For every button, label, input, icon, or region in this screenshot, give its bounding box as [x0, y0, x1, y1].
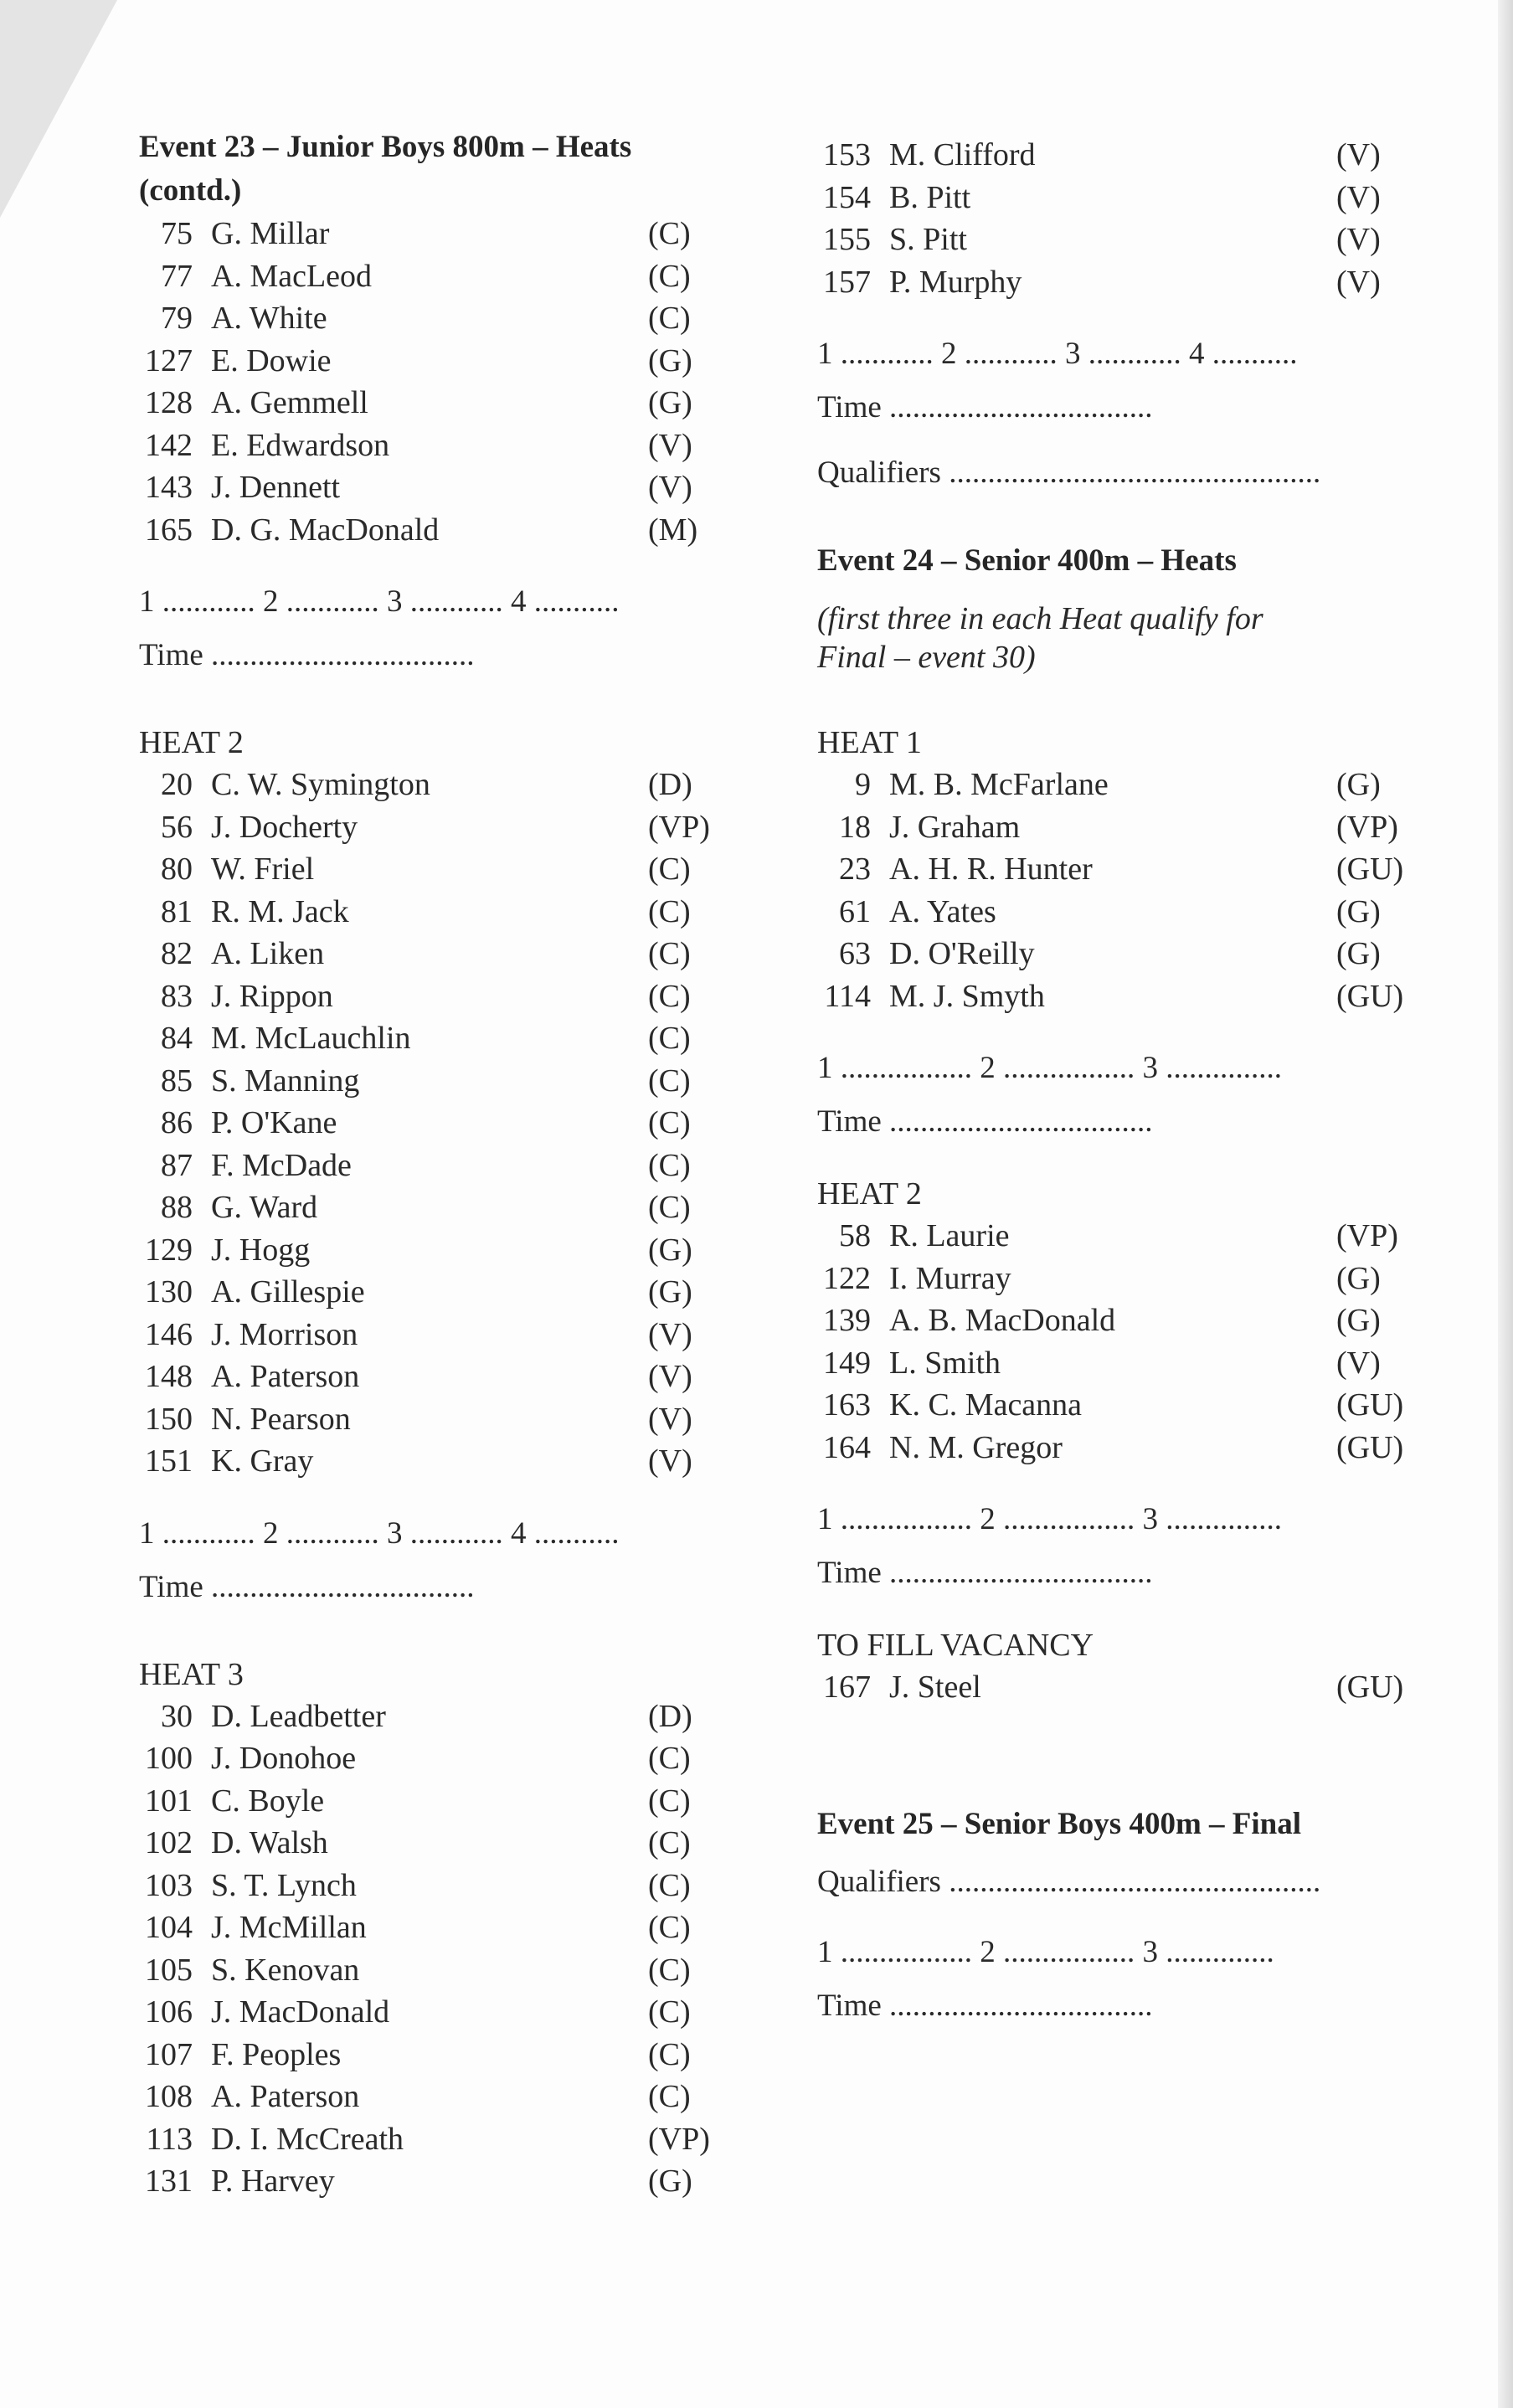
entry-row: [817, 134, 1437, 177]
competitor-number: 163: [823, 1387, 871, 1423]
club-code: (GU): [1336, 1387, 1404, 1423]
competitor-name: J. McMillan: [211, 1910, 367, 1945]
club-code: (C): [648, 1825, 691, 1860]
competitor-number: 88: [161, 1190, 193, 1225]
club-code: (VP): [1336, 1218, 1398, 1253]
competitor-number: 75: [161, 216, 193, 251]
event23-heat3-entry-list: [139, 1695, 750, 2203]
vacancy-label: TO FILL VACANCY: [817, 1628, 1094, 1663]
club-code: (VP): [648, 809, 710, 845]
competitor-number: 79: [161, 301, 193, 336]
event23-heat1-places-line: 1 ............ 2 ............ 3 ............ 4 ...........: [139, 584, 620, 619]
competitor-number: 106: [145, 1994, 193, 2030]
entry-row: [139, 1865, 750, 1907]
entry-row: [139, 1314, 750, 1356]
event23-heat3-entry-list-contd: [817, 134, 1437, 303]
competitor-name: S. Kenovan: [211, 1952, 360, 1988]
competitor-name: J. Steel: [889, 1670, 981, 1705]
competitor-name: A. Paterson: [211, 1359, 360, 1394]
club-code: (V): [1336, 1345, 1381, 1381]
competitor-name: D. G. MacDonald: [211, 512, 440, 548]
competitor-number: 87: [161, 1147, 193, 1183]
entry-row: [817, 1299, 1437, 1342]
entry-row: [139, 891, 750, 934]
competitor-name: M. J. Smyth: [889, 978, 1045, 1014]
event24-heat2-label: HEAT 2: [817, 1176, 922, 1212]
competitor-name: D. Leadbetter: [211, 1698, 386, 1734]
competitor-number: 122: [823, 1260, 871, 1296]
competitor-number: 164: [823, 1429, 871, 1465]
competitor-number: 128: [145, 385, 193, 420]
entry-row: [817, 975, 1437, 1018]
entry-row: [139, 509, 750, 552]
club-code: (G): [1336, 893, 1381, 929]
event24-heading: Event 24 – Senior 400m – Heats: [817, 543, 1237, 578]
entry-row: [139, 2160, 750, 2203]
club-code: (C): [648, 978, 691, 1014]
competitor-number: 56: [161, 809, 193, 845]
entry-row: [139, 424, 750, 467]
event24-heat1-time-line: Time ..................................: [817, 1104, 1153, 1139]
competitor-name: W. Friel: [211, 852, 315, 887]
entry-row: [139, 1356, 750, 1398]
competitor-name: J. Hogg: [211, 1232, 311, 1268]
competitor-number: 167: [823, 1670, 871, 1705]
event24-heat1-places-line: 1 ................. 2 ................. 3 ...............: [817, 1051, 1282, 1085]
competitor-name: C. W. Symington: [211, 767, 430, 802]
competitor-number: 82: [161, 936, 193, 971]
competitor-number: 146: [145, 1316, 193, 1352]
entry-row: [139, 1186, 750, 1229]
club-code: (C): [648, 1910, 691, 1945]
competitor-name: P. O'Kane: [211, 1105, 337, 1140]
competitor-number: 80: [161, 852, 193, 887]
club-code: (V): [1336, 179, 1381, 215]
event24-heat1-entry-list: [817, 764, 1437, 1017]
competitor-number: 61: [839, 893, 871, 929]
club-code: (G): [648, 1274, 692, 1309]
entry-row: [139, 806, 750, 849]
club-code: (G): [648, 342, 692, 378]
event25-qualifiers-line: Qualifiers ................................................: [817, 1864, 1321, 1899]
entry-row: [139, 382, 750, 424]
competitor-name: S. T. Lynch: [211, 1867, 357, 1903]
event23-heat1-time-line: Time ..................................: [139, 638, 475, 672]
competitor-number: 155: [823, 222, 871, 257]
right-column: [817, 134, 1437, 2027]
entry-row: [817, 764, 1437, 806]
club-code: (VP): [1336, 809, 1398, 845]
left-column: [139, 126, 750, 2203]
competitor-number: 149: [823, 1345, 871, 1381]
club-code: (V): [648, 427, 692, 463]
club-code: (C): [648, 301, 691, 336]
competitor-name: A. Yates: [889, 893, 996, 929]
club-code: (GU): [1336, 1429, 1404, 1465]
competitor-name: R. M. Jack: [211, 893, 349, 929]
entry-row: [817, 261, 1437, 304]
club-code: (GU): [1336, 1670, 1404, 1705]
club-code: (C): [648, 2079, 691, 2114]
competitor-number: 101: [145, 1783, 193, 1819]
club-code: (D): [648, 1698, 692, 1734]
club-code: (V): [648, 470, 692, 505]
entry-row: [139, 1822, 750, 1865]
event23-heading: Event 23 – Junior Boys 800m – Heats: [139, 130, 632, 164]
competitor-number: 104: [145, 1910, 193, 1945]
competitor-number: 84: [161, 1021, 193, 1056]
entry-row: [139, 1695, 750, 1738]
entry-row: [139, 2034, 750, 2076]
club-code: (G): [1336, 767, 1381, 802]
event24-heat2-places-line: 1 ................. 2 ................. 3 ...............: [817, 1502, 1282, 1536]
club-code: (V): [1336, 264, 1381, 300]
competitor-number: 129: [145, 1232, 193, 1268]
competitor-name: A. Paterson: [211, 2079, 360, 2114]
club-code: (C): [648, 852, 691, 887]
competitor-number: 114: [824, 978, 871, 1014]
competitor-name: J. Morrison: [211, 1316, 358, 1352]
competitor-number: 143: [145, 470, 193, 505]
club-code: (C): [648, 1105, 691, 1140]
club-code: (M): [648, 512, 698, 548]
competitor-name: E. Dowie: [211, 342, 332, 378]
competitor-number: 130: [145, 1274, 193, 1309]
event23-heat3-places-line: 1 ............ 2 ............ 3 ............ 4 ...........: [817, 337, 1298, 371]
club-code: (C): [648, 1063, 691, 1099]
competitor-number: 23: [839, 852, 871, 887]
competitor-number: 157: [823, 264, 871, 300]
competitor-name: G. Millar: [211, 216, 330, 251]
competitor-number: 100: [145, 1741, 193, 1776]
event25-heading: Event 25 – Senior Boys 400m – Final: [817, 1806, 1301, 1841]
event23-heat3-label: HEAT 3: [139, 1656, 244, 1692]
competitor-number: 77: [161, 258, 193, 294]
entry-row: [817, 1258, 1437, 1300]
club-code: (C): [648, 1190, 691, 1225]
event23-qualifiers-line: Qualifiers ................................................: [817, 455, 1321, 490]
club-code: (C): [648, 1952, 691, 1988]
club-code: (G): [648, 1232, 692, 1268]
competitor-number: 165: [145, 512, 193, 548]
competitor-name: K. C. Macanna: [889, 1387, 1083, 1423]
competitor-name: A. Gemmell: [211, 385, 368, 420]
entry-row: [817, 891, 1437, 934]
event23-heat2-places-line: 1 ............ 2 ............ 3 ............ 4 ...........: [139, 1515, 620, 1551]
club-code: (G): [1336, 1303, 1381, 1338]
competitor-name: M. B. McFarlane: [889, 767, 1109, 802]
vacancy-entry: [817, 1666, 1437, 1709]
event23-heat2-label: HEAT 2: [139, 725, 244, 760]
event24-heat1-label: HEAT 1: [817, 725, 922, 760]
event25-time-line: Time ..................................: [817, 1988, 1153, 2023]
entry-row: [139, 1229, 750, 1272]
competitor-name: I. Murray: [889, 1260, 1011, 1296]
event25-places-line: 1 ................. 2 ................. 3 ..............: [817, 1934, 1274, 1969]
competitor-number: 151: [145, 1443, 193, 1479]
event23-heading-contd: (contd.): [139, 173, 242, 208]
competitor-name: J. Rippon: [211, 978, 333, 1014]
competitor-number: 131: [145, 2164, 193, 2199]
entry-row: [139, 2076, 750, 2118]
club-code: (V): [648, 1443, 692, 1479]
competitor-name: J. Dennett: [211, 470, 341, 505]
competitor-name: A. Liken: [211, 936, 325, 971]
club-code: (C): [648, 1021, 691, 1056]
competitor-number: 103: [145, 1867, 193, 1903]
club-code: (V): [1336, 137, 1381, 172]
competitor-name: C. Boyle: [211, 1783, 325, 1819]
entry-row: [139, 1991, 750, 2034]
competitor-name: D. Walsh: [211, 1825, 328, 1860]
entry-row: [817, 933, 1437, 975]
competitor-number: 127: [145, 342, 193, 378]
club-code: (C): [648, 936, 691, 971]
competitor-number: 102: [145, 1825, 193, 1860]
competitor-number: 81: [161, 893, 193, 929]
competitor-name: M. McLauchlin: [211, 1021, 411, 1056]
event24-note-line2: Final – event 30): [817, 640, 1036, 675]
entry-row: [139, 1102, 750, 1145]
entry-row: [139, 1017, 750, 1060]
entry-row: [139, 933, 750, 975]
event23-heat2-time-line: Time ..................................: [139, 1569, 475, 1604]
entry-row: [139, 1398, 750, 1441]
competitor-name: A. H. R. Hunter: [889, 852, 1093, 887]
competitor-number: 150: [145, 1401, 193, 1437]
club-code: (C): [648, 2036, 691, 2072]
competitor-name: J. MacDonald: [211, 1994, 390, 2030]
entry-row: [817, 177, 1437, 219]
entry-row: [139, 1271, 750, 1314]
competitor-name: P. Harvey: [211, 2164, 335, 2199]
club-code: (C): [648, 258, 691, 294]
competitor-name: R. Laurie: [889, 1218, 1010, 1253]
competitor-number: 148: [145, 1359, 193, 1394]
club-code: (G): [1336, 936, 1381, 971]
entry-row: [139, 848, 750, 891]
entry-row: [817, 1384, 1437, 1427]
club-code: (GU): [1336, 852, 1404, 887]
club-code: (G): [648, 2164, 692, 2199]
competitor-number: 142: [145, 427, 193, 463]
competitor-number: 18: [839, 809, 871, 845]
competitor-number: 113: [146, 2121, 193, 2157]
entry-row: [139, 1780, 750, 1823]
entry-row: [139, 466, 750, 509]
competitor-name: G. Ward: [211, 1190, 318, 1225]
club-code: (C): [648, 216, 691, 251]
club-code: (C): [648, 1867, 691, 1903]
entry-row: [139, 297, 750, 340]
competitor-name: F. Peoples: [211, 2036, 342, 2072]
club-code: (GU): [1336, 978, 1404, 1014]
competitor-name: E. Edwardson: [211, 427, 390, 463]
entry-row: [139, 340, 750, 383]
competitor-number: 20: [161, 767, 193, 802]
competitor-name: J. Graham: [889, 809, 1021, 845]
club-code: (V): [648, 1401, 692, 1437]
competitor-name: D. O'Reilly: [889, 936, 1035, 971]
competitor-name: J. Donohoe: [211, 1741, 357, 1776]
club-code: (D): [648, 767, 692, 802]
entry-row: [817, 1427, 1437, 1469]
club-code: (VP): [648, 2121, 710, 2157]
competitor-number: 153: [823, 137, 871, 172]
entry-row: [139, 1145, 750, 1187]
club-code: (G): [648, 385, 692, 420]
entry-row: [139, 1060, 750, 1103]
entry-row: [817, 1342, 1437, 1385]
competitor-number: 154: [823, 179, 871, 215]
competitor-number: 107: [145, 2036, 193, 2072]
event23-heat2-entry-list: [139, 764, 750, 1483]
entry-row: [139, 213, 750, 255]
club-code: (C): [648, 893, 691, 929]
event24-note-line1: (first three in each Heat qualify for: [817, 601, 1263, 636]
competitor-name: S. Pitt: [889, 222, 967, 257]
competitor-name: S. Manning: [211, 1063, 360, 1099]
competitor-number: 105: [145, 1952, 193, 1988]
competitor-name: M. Clifford: [889, 137, 1036, 172]
competitor-name: N. M. Gregor: [889, 1429, 1063, 1465]
club-code: (C): [648, 1741, 691, 1776]
club-code: (C): [648, 1783, 691, 1819]
competitor-number: 30: [161, 1698, 193, 1734]
competitor-name: J. Docherty: [211, 809, 358, 845]
entry-row: [139, 2118, 750, 2161]
competitor-name: A. Gillespie: [211, 1274, 365, 1309]
event24-heat2-time-line: Time ..................................: [817, 1556, 1153, 1590]
entry-row: [139, 1440, 750, 1483]
club-code: (G): [1336, 1260, 1381, 1296]
entry-row: [139, 1949, 750, 1992]
entry-row: [817, 1215, 1437, 1258]
page-corner-shadow: [0, 0, 117, 218]
competitor-number: 86: [161, 1105, 193, 1140]
event23-heat3-time-line: Time ..................................: [817, 390, 1153, 424]
competitor-name: F. McDade: [211, 1147, 352, 1183]
entry-row: [817, 806, 1437, 849]
competitor-number: 108: [145, 2079, 193, 2114]
competitor-name: B. Pitt: [889, 179, 971, 215]
competitor-number: 85: [161, 1063, 193, 1099]
entry-row: [139, 975, 750, 1018]
competitor-number: 63: [839, 936, 871, 971]
club-code: (C): [648, 1994, 691, 2030]
competitor-name: K. Gray: [211, 1443, 314, 1479]
event23-heat1-entry-list: [139, 213, 750, 551]
competitor-name: A. MacLeod: [211, 258, 373, 294]
competitor-number: 9: [855, 767, 871, 802]
page-binding-edge: [1498, 0, 1513, 2408]
competitor-number: 58: [839, 1218, 871, 1253]
competitor-name: D. I. McCreath: [211, 2121, 404, 2157]
entry-row: [139, 255, 750, 298]
event24-heat2-entry-list: [817, 1215, 1437, 1469]
entry-row: [817, 219, 1437, 261]
entry-row: [139, 1906, 750, 1949]
club-code: (V): [648, 1359, 692, 1394]
entry-row: [817, 848, 1437, 891]
competitor-name: A. White: [211, 301, 327, 336]
competitor-name: N. Pearson: [211, 1401, 351, 1437]
competitor-number: 83: [161, 978, 193, 1014]
club-code: (V): [1336, 222, 1381, 257]
entry-row: [139, 764, 750, 806]
club-code: (C): [648, 1147, 691, 1183]
club-code: (V): [648, 1316, 692, 1352]
competitor-name: A. B. MacDonald: [889, 1303, 1116, 1338]
entry-row: [139, 1737, 750, 1780]
competitor-name: L. Smith: [889, 1345, 1001, 1381]
competitor-name: P. Murphy: [889, 264, 1022, 300]
competitor-number: 139: [823, 1303, 871, 1338]
